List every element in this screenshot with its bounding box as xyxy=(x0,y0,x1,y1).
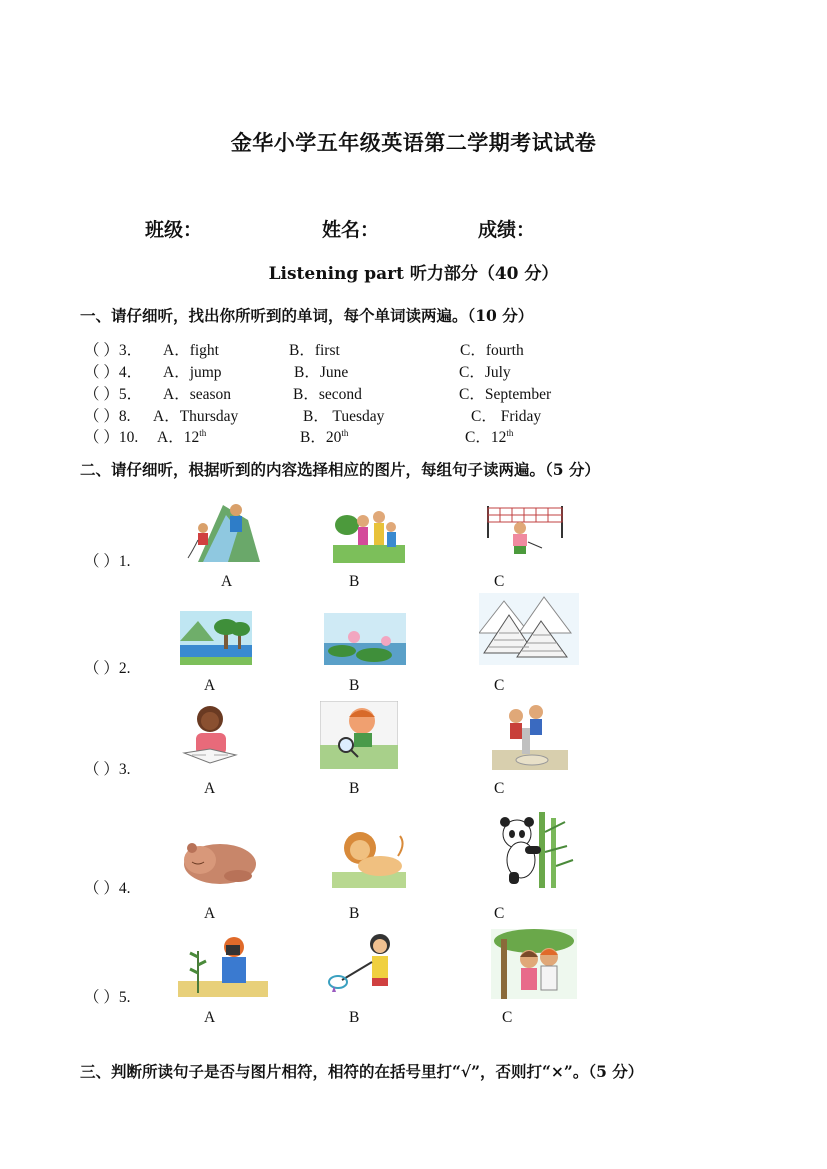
s2-q1-number: （ ）1. xyxy=(84,553,131,570)
section1-heading: 一、请仔细听，找出你所听到的单词，每个单词读两遍。（10 分） xyxy=(80,306,534,325)
s2-q2-label-c: C xyxy=(494,677,505,694)
s2-q4-picture-a-sleeping-bear xyxy=(178,832,258,888)
exam-title: 金华小学五年级英语第二学期考试试卷 xyxy=(230,130,597,155)
s1-q8-option-c: C． Friday xyxy=(471,408,542,425)
s1-q10-number: （ ）10. xyxy=(84,429,139,446)
s2-q3-picture-b-magnifier xyxy=(320,701,398,769)
s2-q1-label-b: B xyxy=(349,573,360,590)
score-field-label: 成绩： xyxy=(478,219,536,241)
s2-q2-label-a: A xyxy=(204,677,216,694)
s2-q5-picture-c-kids-tree xyxy=(491,929,577,999)
s1-q3-number: （ ）3． xyxy=(84,342,143,359)
s2-q5-number: （ ）5. xyxy=(84,989,131,1006)
s1-q3-option-a: A．fight xyxy=(163,342,219,359)
s2-q4-picture-c-panda xyxy=(495,812,575,888)
s2-q1-picture-c-badminton xyxy=(480,498,570,564)
s1-q3-option-c: C．fourth xyxy=(460,342,524,359)
s2-q3-label-c: C xyxy=(494,780,505,797)
s1-q4-option-a: A．jump xyxy=(163,364,222,381)
class-field-label: 班级： xyxy=(145,219,203,241)
section2-heading: 二、请仔细听，根据听到的内容选择相应的图片，每组句子读两遍。（5 分） xyxy=(80,460,600,479)
s2-q3-number: （ ）3. xyxy=(84,761,131,778)
s2-q1-picture-b-hiking xyxy=(333,507,405,563)
s2-q1-label-a: A xyxy=(221,573,233,590)
s2-q2-label-b: B xyxy=(349,677,360,694)
s2-q1-label-c: C xyxy=(494,573,505,590)
s2-q4-label-c: C xyxy=(494,905,505,922)
s1-q5-option-c: C．September xyxy=(459,386,552,403)
s1-q10-option-b: B．20th xyxy=(300,427,349,446)
s2-q3-picture-a-reading xyxy=(180,703,240,769)
s2-q1-picture-a-climbing xyxy=(178,500,260,562)
s2-q4-label-a: A xyxy=(204,905,216,922)
s2-q4-picture-b-lion xyxy=(332,826,406,888)
s2-q5-picture-a-photographer xyxy=(178,931,268,997)
s1-q8-option-a: A．Thursday xyxy=(153,408,239,425)
s2-q5-label-a: A xyxy=(204,1009,216,1026)
s1-q10-option-a: A．12th xyxy=(157,427,207,446)
s2-q5-label-c: C xyxy=(502,1009,513,1026)
s1-q5-number: （ ）5． xyxy=(84,386,143,403)
name-field-label: 姓名： xyxy=(322,219,380,241)
listening-heading: Listening part 听力部分（40 分） xyxy=(268,264,559,284)
s2-q2-picture-b-lotus-pond xyxy=(324,613,406,665)
s1-q5-option-b: B．second xyxy=(293,386,362,403)
s2-q3-label-b: B xyxy=(349,780,360,797)
s1-q8-number: （ ）8. xyxy=(84,408,131,425)
s1-q4-number: （ ）4． xyxy=(84,364,143,381)
s1-q5-option-a: A．season xyxy=(163,386,232,403)
s2-q3-picture-c-two-kids xyxy=(492,700,568,770)
s2-q5-label-b: B xyxy=(349,1009,360,1026)
s2-q2-number: （ ）2. xyxy=(84,660,131,677)
s2-q3-label-a: A xyxy=(204,780,216,797)
s1-q10-option-c: C．12th xyxy=(465,427,514,446)
s1-q4-option-b: B．June xyxy=(294,364,349,381)
s1-q8-option-b: B． Tuesday xyxy=(303,408,385,425)
s2-q5-picture-b-butterfly-net xyxy=(324,930,414,998)
s2-q2-picture-c-pyramids xyxy=(479,593,579,665)
s2-q2-picture-a-river-trees xyxy=(180,611,252,665)
s2-q4-label-b: B xyxy=(349,905,360,922)
s1-q4-option-c: C．July xyxy=(459,364,511,381)
s1-q3-option-b: B．first xyxy=(289,342,340,359)
s2-q4-number: （ ）4. xyxy=(84,880,131,897)
section3-heading: 三、判断所读句子是否与图片相符，相符的在括号里打“√”，否则打“×”。（5 分） xyxy=(80,1062,644,1081)
